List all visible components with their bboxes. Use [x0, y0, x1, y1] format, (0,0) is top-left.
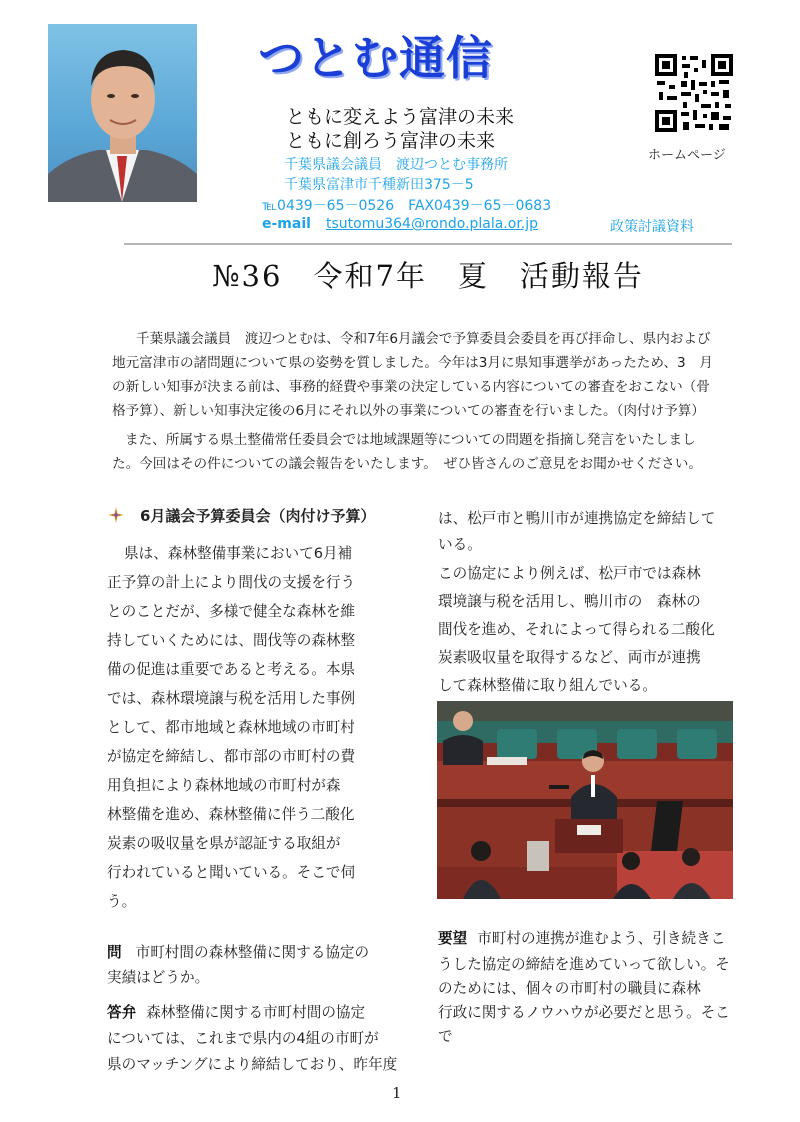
- left-body-line: 林整備を進め、森林整備に伴う二酸化: [107, 806, 355, 823]
- office-address: 千葉県富津市千種新田375－5: [284, 177, 474, 193]
- slogan-2: ともに創ろう富津の未来: [286, 130, 496, 152]
- answer-label: 答弁: [107, 1004, 137, 1021]
- answer-line: [107, 1001, 365, 1022]
- issue-title: №36 令和7年 夏 活動報告: [212, 259, 644, 293]
- sparkle-icon: [108, 507, 124, 523]
- request-line: 行政に関するノウハウが必要だと思う。そこ: [438, 1004, 730, 1021]
- left-body-line: が協定を締結し、都市部の市町村の費: [107, 748, 356, 765]
- intro-line: 地元富津市の諸問題について県の姿勢を質しました。今年は3月に県知事選挙があったため、3 月: [112, 355, 713, 371]
- right-body-line: 環境譲与税を活用し、鴨川市の 森林の: [438, 593, 701, 610]
- left-body-line: 用負担により森林地域の市町村が森: [107, 777, 341, 794]
- intro-line: また、所属する県土整備常任委員会では地域課題等についての問題を指摘し発言をいたしまし: [125, 432, 696, 448]
- request-line: のためには、個々の市町村の職員に森林: [438, 980, 701, 997]
- question-label: 問: [107, 944, 122, 961]
- newsletter-title: つとむ通信: [258, 31, 493, 85]
- email-label: e-mail: [262, 216, 311, 232]
- intro-line: の新しい知事が決まる前は、事務的経費や事業の決定している内容についての審査をおこない（骨: [112, 379, 710, 395]
- intro-line: 千葉県議会議員 渡辺つとむは、令和7年6月議会で予算委員会委員を再び拝命し、県内および: [136, 331, 711, 347]
- answer-line: 県のマッチングにより締結しており、昨年度: [107, 1056, 398, 1073]
- header-divider: [124, 243, 732, 245]
- request-line: で: [438, 1028, 453, 1045]
- qr-code-icon[interactable]: [655, 54, 733, 132]
- left-body-line: 行われていると聞いている。そこで伺: [107, 864, 356, 881]
- document-type: 政策討議資料: [610, 219, 694, 235]
- left-body-line: では、森林環境譲与税を活用した事例: [107, 690, 356, 707]
- question-line: 実績はどうか。: [107, 969, 210, 986]
- right-body-line: は、松戸市と鴨川市が連携協定を締結して: [438, 510, 716, 527]
- intro-line: た。今回はその件についての議会報告をいたします。 ぜひ皆さんのご意見をお聞かせください。: [112, 456, 702, 472]
- left-body-line: 持していくためには、間伐等の森林整: [107, 632, 356, 649]
- right-body-line: いる。: [438, 536, 482, 553]
- request-text: 市町村の連携が進むよう、引き続きこ: [477, 930, 726, 947]
- left-body-line: として、都市地域と森林地域の市町村: [107, 719, 355, 736]
- left-body-line: う。: [107, 893, 137, 910]
- qr-label: ホームページ: [648, 148, 726, 163]
- assembly-photo: [437, 701, 733, 899]
- email-link[interactable]: tsutomu364@rondo.plala.or.jp: [326, 216, 539, 232]
- left-body-line: とのことだが、多様で健全な森林を維: [107, 603, 356, 620]
- section-heading: 6月議会予算委員会（肉付け予算）: [140, 507, 376, 525]
- page-number: 1: [392, 1084, 402, 1102]
- question-text: 市町村間の森林整備に関する協定の: [135, 944, 370, 961]
- left-body-line: 炭素の吸収量を県が認証する取組が: [107, 835, 341, 852]
- left-body-line: 県は、森林整備事業において6月補: [124, 545, 353, 562]
- left-body-line: 正予算の計上により間伐の支援を行う: [107, 574, 356, 591]
- left-body-line: 備の促進は重要であると考える。本県: [107, 661, 356, 678]
- answer-line: については、これまで県内の4組の市町が: [107, 1030, 379, 1047]
- right-body-line: 間伐を進め、それによって得られる二酸化: [438, 621, 715, 638]
- request-line: うした協定の締結を進めていって欲しい。そ: [438, 956, 730, 973]
- office-name: 千葉県議会議員 渡辺つとむ事務所: [284, 157, 508, 173]
- right-body-line: この協定により例えば、松戸市では森林: [438, 565, 701, 582]
- phone-fax: ℡0439－65－0526 FAX0439－65－0683: [262, 198, 552, 214]
- right-body-line: して森林整備に取り組んでいる。: [438, 677, 657, 694]
- request-label: 要望: [438, 930, 468, 947]
- intro-line: 格予算）、新しい知事決定後の6月にそれ以外の事業についての審査を行いました。（肉付け予算）: [112, 403, 705, 419]
- answer-text: 森林整備に関する市町村間の協定: [146, 1004, 366, 1021]
- portrait-photo: [48, 24, 197, 202]
- request-line: [438, 927, 725, 948]
- right-body-line: 炭素吸収量を取得するなど、両市が連携: [438, 649, 701, 666]
- slogan-1: ともに変えよう富津の未来: [286, 106, 515, 128]
- question-line: [107, 941, 369, 962]
